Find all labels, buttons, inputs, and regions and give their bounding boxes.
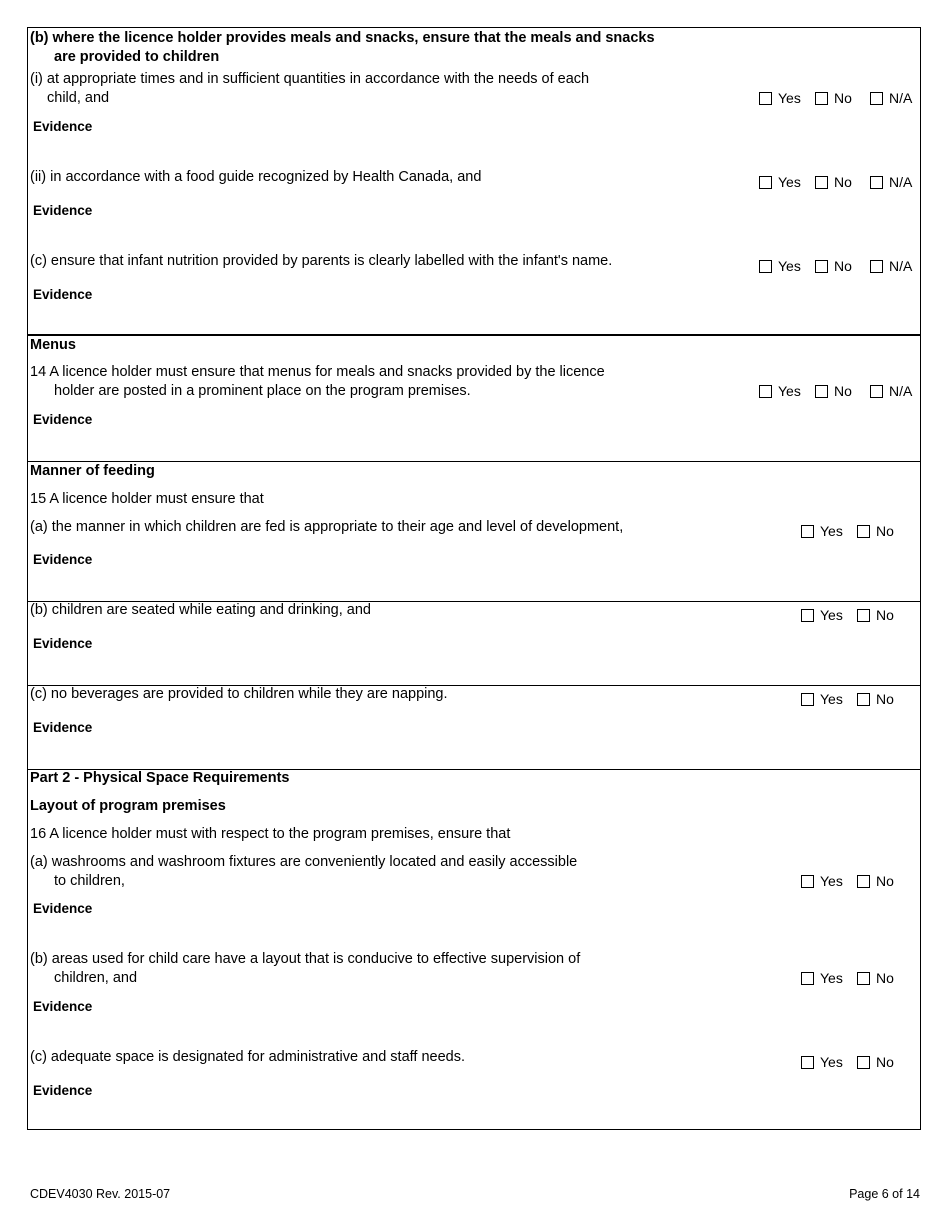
feeding-item-a-evidence-label: Evidence xyxy=(33,552,93,567)
space-item-c-evidence-label: Evidence xyxy=(33,1083,93,1098)
menus-evidence-label: Evidence xyxy=(33,412,93,427)
no-checkbox[interactable] xyxy=(857,972,870,985)
part2-heading: Part 2 - Physical Space Requirements xyxy=(30,770,290,786)
space-item-a-evidence-label: Evidence xyxy=(33,901,93,916)
space-item-b-line2: children, and xyxy=(54,970,138,986)
form-code: CDEV4030 Rev. 2015-07 xyxy=(30,1187,171,1201)
infant-nutrition-na-option[interactable]: N/A xyxy=(870,258,912,274)
item-ii-evidence-label: Evidence xyxy=(33,203,93,218)
no-checkbox[interactable] xyxy=(857,609,870,622)
feeding-item-a-no-option[interactable]: No xyxy=(857,523,894,539)
yes-checkbox[interactable] xyxy=(801,875,814,888)
feeding-item-a-text: (a) the manner in which children are fed is appropriate to their age and level of development, xyxy=(30,519,624,535)
no-checkbox[interactable] xyxy=(857,525,870,538)
page-number: Page 6 of 14 xyxy=(849,1187,920,1201)
yes-checkbox[interactable] xyxy=(759,385,772,398)
space-item-c-no-option[interactable]: No xyxy=(857,1054,894,1070)
yes-checkbox[interactable] xyxy=(759,92,772,105)
no-checkbox[interactable] xyxy=(857,693,870,706)
infant-nutrition-no-option[interactable]: No xyxy=(815,258,852,274)
yes-checkbox[interactable] xyxy=(759,176,772,189)
menus-item-14-line2: holder are posted in a prominent place on the program premises. xyxy=(54,383,471,399)
item-ii-na-option[interactable]: N/A xyxy=(870,174,912,190)
space-item-a-line1: (a) washrooms and washroom fixtures are conveniently located and easily accessible xyxy=(30,854,578,870)
feeding-item-a-yes-option[interactable]: Yes xyxy=(801,523,843,539)
item-i-na-option[interactable]: N/A xyxy=(870,90,912,106)
part2-subheading: Layout of program premises xyxy=(30,798,226,814)
no-checkbox[interactable] xyxy=(815,92,828,105)
space-item-a-yes-option[interactable]: Yes xyxy=(801,873,843,889)
infant-nutrition-text: (c) ensure that infant nutrition provided by parents is clearly labelled with the infant's name. xyxy=(30,253,613,269)
infant-nutrition-evidence-label: Evidence xyxy=(33,287,93,302)
manner-of-feeding-intro: 15 A licence holder must ensure that xyxy=(30,491,264,507)
space-item-c-text: (c) adequate space is designated for administrative and staff needs. xyxy=(30,1049,465,1065)
space-item-b-evidence-label: Evidence xyxy=(33,999,93,1014)
na-checkbox[interactable] xyxy=(870,385,883,398)
manner-of-feeding-heading: Manner of feeding xyxy=(30,463,155,479)
feeding-item-b-no-option[interactable]: No xyxy=(857,607,894,623)
item-ii-no-option[interactable]: No xyxy=(815,174,852,190)
no-checkbox[interactable] xyxy=(815,176,828,189)
no-checkbox[interactable] xyxy=(857,875,870,888)
na-checkbox[interactable] xyxy=(870,260,883,273)
section-divider xyxy=(28,461,920,462)
yes-checkbox[interactable] xyxy=(801,693,814,706)
space-item-b-yes-option[interactable]: Yes xyxy=(801,970,843,986)
item-i-no-option[interactable]: No xyxy=(815,90,852,106)
yes-checkbox[interactable] xyxy=(801,972,814,985)
menus-na-option[interactable]: N/A xyxy=(870,383,912,399)
part2-intro: 16 A licence holder must with respect to the program premises, ensure that xyxy=(30,826,511,842)
item-ii-yes-option[interactable]: Yes xyxy=(759,174,801,190)
item-ii-text: (ii) in accordance with a food guide recognized by Health Canada, and xyxy=(30,169,482,185)
feeding-item-c-text: (c) no beverages are provided to children while they are napping. xyxy=(30,686,448,702)
yes-checkbox[interactable] xyxy=(801,609,814,622)
space-item-a-no-option[interactable]: No xyxy=(857,873,894,889)
feeding-item-b-evidence-label: Evidence xyxy=(33,636,93,651)
space-item-b-line1: (b) areas used for child care have a layout that is conducive to effective supervision of xyxy=(30,951,581,967)
na-checkbox[interactable] xyxy=(870,92,883,105)
menus-item-14-text xyxy=(30,363,605,401)
section-divider xyxy=(28,334,920,336)
yes-checkbox[interactable] xyxy=(759,260,772,273)
feeding-item-b-yes-option[interactable]: Yes xyxy=(801,607,843,623)
space-item-b-text xyxy=(30,950,580,988)
compliance-form xyxy=(27,27,921,1130)
yes-checkbox[interactable] xyxy=(801,1056,814,1069)
meals-snacks-heading xyxy=(30,29,655,67)
space-item-a-text xyxy=(30,853,577,891)
item-i-evidence-label: Evidence xyxy=(33,119,93,134)
no-checkbox[interactable] xyxy=(815,260,828,273)
item-i-line2: child, and xyxy=(47,90,110,106)
feeding-item-c-no-option[interactable]: No xyxy=(857,691,894,707)
menus-yes-option[interactable]: Yes xyxy=(759,383,801,399)
space-item-b-no-option[interactable]: No xyxy=(857,970,894,986)
space-item-a-line2: to children, xyxy=(54,873,125,889)
menus-item-14-line1: 14 A licence holder must ensure that menus for meals and snacks provided by the licence xyxy=(30,364,605,380)
yes-checkbox[interactable] xyxy=(801,525,814,538)
no-checkbox[interactable] xyxy=(857,1056,870,1069)
item-i-text xyxy=(30,70,589,108)
no-checkbox[interactable] xyxy=(815,385,828,398)
menus-no-option[interactable]: No xyxy=(815,383,852,399)
na-checkbox[interactable] xyxy=(870,176,883,189)
meals-snacks-heading-line2: are provided to children xyxy=(54,49,220,65)
feeding-item-c-yes-option[interactable]: Yes xyxy=(801,691,843,707)
space-item-c-yes-option[interactable]: Yes xyxy=(801,1054,843,1070)
menus-heading: Menus xyxy=(30,337,76,353)
meals-snacks-heading-line1: (b) where the licence holder provides meals and snacks, ensure that the meals and snacks xyxy=(30,30,655,46)
feeding-item-b-text: (b) children are seated while eating and drinking, and xyxy=(30,602,371,618)
infant-nutrition-yes-option[interactable]: Yes xyxy=(759,258,801,274)
feeding-item-c-evidence-label: Evidence xyxy=(33,720,93,735)
item-i-yes-option[interactable]: Yes xyxy=(759,90,801,106)
item-i-line1: (i) at appropriate times and in sufficient quantities in accordance with the needs of each xyxy=(30,71,590,87)
